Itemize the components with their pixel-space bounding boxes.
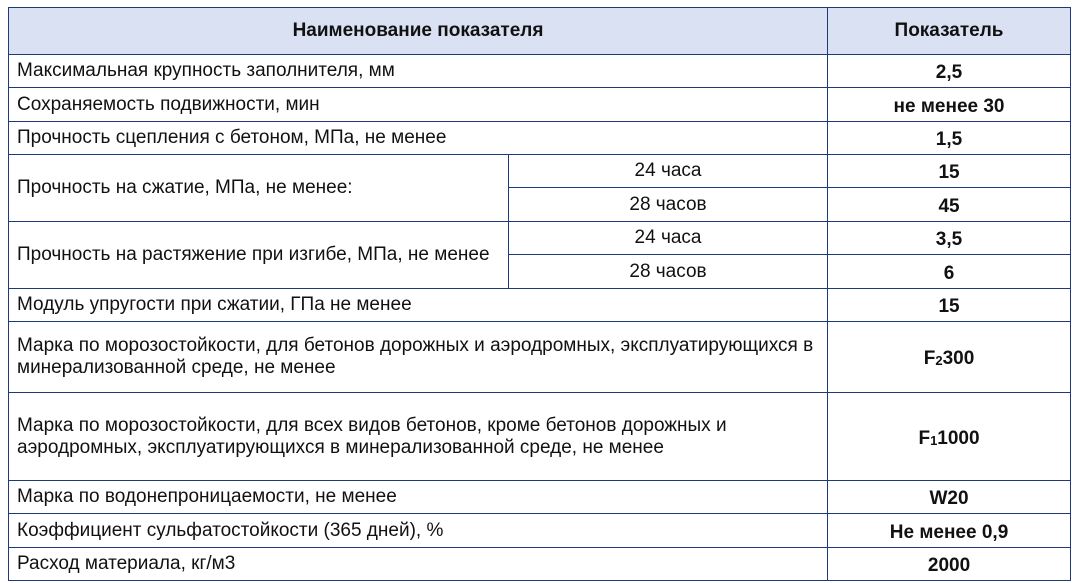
row-value-text: W20 [929, 488, 969, 509]
header-name: Наименование показателя [9, 8, 828, 55]
row-value [828, 222, 1071, 255]
table-row [9, 289, 1071, 322]
row-value-text: 6 [943, 262, 955, 284]
row-value [828, 322, 1071, 393]
row-name: Марка по морозостойкости, для бетонов дорожных и аэродромных, эксплуатирующихся в минерализованной среде, не менее [9, 322, 828, 393]
row-value-text: 15 [938, 162, 960, 183]
row-subperiod: 24 часа [509, 155, 828, 188]
row-name: Максимальная крупность заполнителя, мм [9, 55, 828, 88]
value-prefix: F [923, 348, 936, 369]
row-value [828, 55, 1071, 88]
row-value-text: 2000 [927, 555, 971, 576]
table-row [9, 155, 1071, 188]
row-value-text: 3,5 [935, 229, 963, 250]
row-name: Модуль упругости при сжатии, ГПа не менее [9, 289, 828, 322]
row-value [828, 122, 1071, 155]
table-row [9, 393, 1071, 481]
header-value: Показатель [828, 8, 1071, 55]
header-row [9, 8, 1071, 55]
row-name: Коэффициент сульфатостойкости (365 дней), % [9, 514, 828, 548]
row-value-text [924, 346, 975, 367]
row-name: Расход материала, кг/м3 [9, 548, 828, 581]
row-subperiod: 28 часов [509, 255, 828, 289]
row-value-text: Не менее 0,9 [889, 521, 1009, 543]
row-name: Марка по морозостойкости, для всех видов бетонов, кроме бетонов дорожных и аэродромных, эксплуатирующихся в минерализованной среде, не менее [9, 393, 828, 481]
table-row [9, 88, 1071, 122]
row-value-text [918, 426, 979, 447]
row-value-text: 2,5 [935, 62, 963, 83]
row-value [828, 188, 1071, 222]
row-value [828, 88, 1071, 122]
row-value-text: не менее 30 [893, 95, 1005, 117]
row-value-text: 45 [938, 195, 960, 217]
row-value [828, 155, 1071, 188]
table-row [9, 322, 1071, 393]
value-main: 1000 [937, 427, 980, 449]
row-value-text: 1,5 [935, 129, 963, 150]
row-subperiod: 28 часов [509, 188, 828, 222]
row-value-text: 15 [938, 296, 960, 317]
specifications-table [8, 7, 1071, 581]
table-row [9, 514, 1071, 548]
row-value [828, 481, 1071, 514]
value-subscript: 1 [930, 432, 938, 448]
table-row [9, 55, 1071, 88]
value-main: 300 [942, 348, 975, 369]
value-subscript: 2 [935, 353, 943, 368]
row-name: Марка по водонепроницаемости, не менее [9, 481, 828, 514]
row-value [828, 548, 1071, 581]
row-name: Прочность сцепления с бетоном, МПа, не менее [9, 122, 828, 155]
row-value [828, 514, 1071, 548]
table-row [9, 122, 1071, 155]
table-row [9, 548, 1071, 581]
row-name: Прочность на сжатие, МПа, не менее: [9, 155, 509, 222]
row-value [828, 393, 1071, 481]
row-name: Сохраняемость подвижности, мин [9, 88, 828, 122]
value-prefix: F [918, 427, 931, 449]
row-subperiod: 24 часа [509, 222, 828, 255]
row-name: Прочность на растяжение при изгибе, МПа, не менее [9, 222, 509, 289]
row-value [828, 289, 1071, 322]
table-row [9, 481, 1071, 514]
row-value [828, 255, 1071, 289]
table-row [9, 222, 1071, 255]
